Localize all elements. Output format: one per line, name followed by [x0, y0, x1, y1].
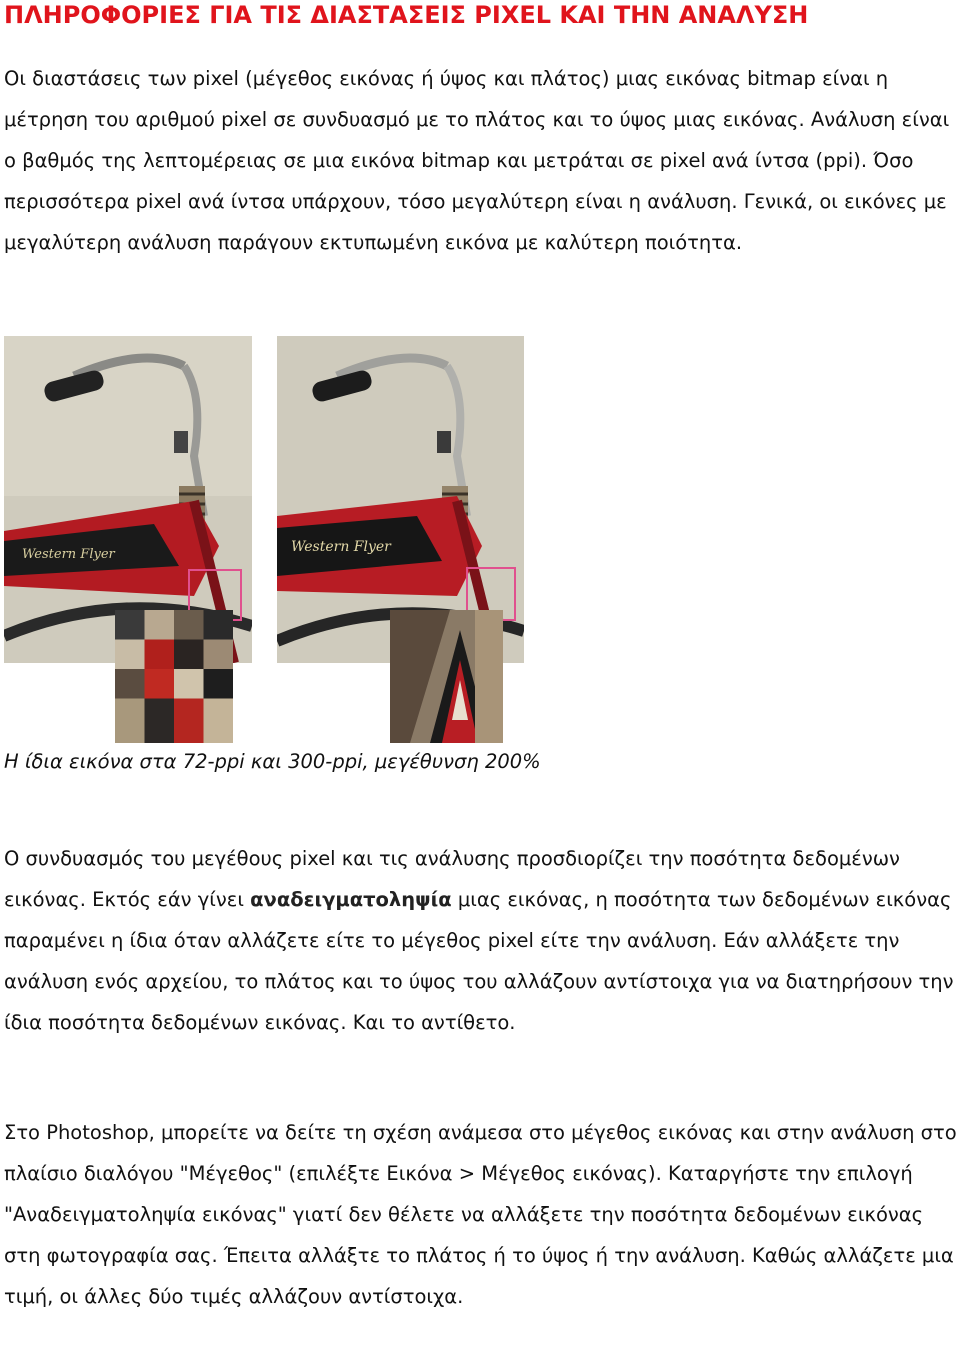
paragraph-text-before: Ο συνδυασμός του μεγέθους pixel και τις ανάλυσης προσδιορίζει την ποσότητα δεδομένων εικόνας. Εκτός εάν γίνει: [4, 847, 900, 911]
photoshop-paragraph: Στο Photoshop, μπορείτε να δείτε τη σχέση ανάμεσα στο μέγεθος εικόνας και στην ανάλυση στο πλαίσιο διαλόγου "Μέγεθος" (επιλέξτε Εικόνα > Μέγεθος εικόνας). Καταργήστε την επιλογή "Αναδειγματοληψία εικόνας" γιατί δεν θέλετε να αλλάξετε την ποσότητα δεδομένων εικόνας στη φωτογραφία σας. Έπειτα αλλάξτε το πλάτος ή το ύψος ή την ανάλυση. Καθώς αλλάζετε μια τιμή, οι άλλες δύο τιμές αλλάζουν αντίστοιχα.: [4, 1121, 957, 1308]
frame-logo-text: Western Flyer: [291, 539, 391, 555]
resampling-term: αναδειγματοληψία: [250, 888, 452, 911]
sharp-zoom-inset: [390, 610, 503, 743]
resampling-paragraph: [4, 838, 960, 1043]
frame-logo-text: Western Flyer: [22, 547, 115, 562]
page-title: ΠΛΗΡΟΦΟΡΙΕΣ ΓΙΑ ΤΙΣ ΔΙΑΣΤΑΣΕΙΣ PIXEL ΚΑΙ ΤΗΝ ΑΝΑΛΥΣΗ: [4, 1, 809, 29]
pixelated-zoom-inset: [113, 610, 235, 743]
intro-paragraph: Οι διαστάσεις των pixel (μέγεθος εικόνας ή ύψος και πλάτος) μιας εικόνας bitmap είναι η μέτρηση του αριθμού pixel σε συνδυασμό με το πλάτος και το ύψος μιας εικόνας. Ανάλυση είναι ο βαθμός της λεπτομέρειας σε μια εικόνα bitmap και μετράται σε pixel ανά ίντσα (ppi). Όσο περισσότερα pixel ανά ίντσα υπάρχουν, τόσο μεγαλύτερη είναι η ανάλυση. Γενικά, οι εικόνες με μεγαλύτερη ανάλυση παράγουν εκτυπωμένη εικόνα με καλύτερη ποιότητα.: [4, 67, 950, 254]
paragraph-text-after: μιας εικόνας, η ποσότητα των δεδομένων εικόνας παραμένει η ίδια όταν αλλάζετε είτε το μέγεθος pixel είτε την ανάλυση. Εάν αλλάξετε την ανάλυση ενός αρχείου, το πλάτος και το ύψος του αλλάζουν αντίστοιχα για να διατηρήσουν την ίδια ποσότητα δεδομένων εικόνας. Και το αντίθετο.: [4, 888, 954, 1034]
figure-caption: Η ίδια εικόνα στα 72-ppi και 300-ppi, μεγέθυνση 200%: [4, 750, 541, 773]
